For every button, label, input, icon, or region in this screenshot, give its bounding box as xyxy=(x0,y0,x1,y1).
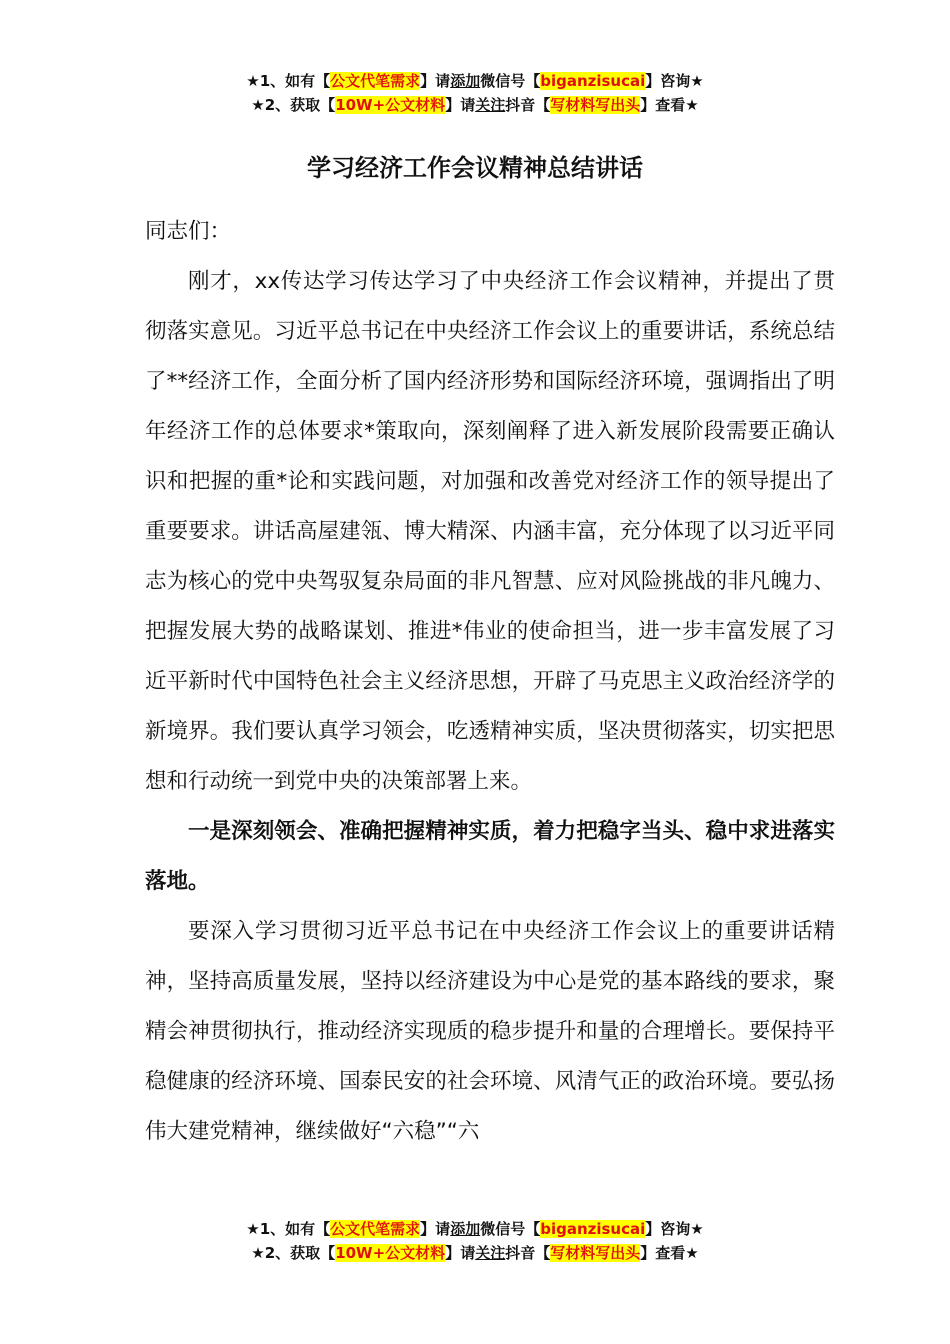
promo-line-1 xyxy=(0,1217,950,1241)
promo-line-1 xyxy=(0,69,950,93)
promo-text: 】查看★ xyxy=(640,96,699,114)
paragraph-intro: 刚才，xx传达学习传达学习了中央经济工作会议精神，并提出了贯彻落实意见。习近平总书记在中央经济工作会议上的重要讲话，系统总结了**经济工作，全面分析了国内经济形势和国际经济环境，强调指出了明年经济工作的总体要求*策取向，深刻阐释了进入新发展阶段需要正确认识和把握的重*论和实践问题，对加强和改善党对经济工作的领导提出了重要要求。讲话高屋建瓴、博大精深、内涵丰富，充分体现了以习近平同志为核心的党中央驾驭复杂局面的非凡智慧、应对风险挑战的非凡魄力、把握发展大势的战略谋划、推进*伟业的使命担当，进一步丰富发展了习近平新时代中国特色社会主义经济思想，开辟了马克思主义政治经济学的新境界。我们要认真学习领会，吃透精神实质，坚决贯彻落实，切实把思想和行动统一到党中央的决策部署上来。 xyxy=(145,269,835,794)
promo-text: 】请 xyxy=(420,72,451,90)
promo-text: 】请 xyxy=(445,1244,476,1262)
promo-text: 】咨询★ xyxy=(645,1220,704,1238)
promo-text: ★1、如有【 xyxy=(246,1220,331,1238)
promo-underline: 关注 xyxy=(475,96,506,114)
promo-text: 】咨询★ xyxy=(645,72,704,90)
promo-text: 】查看★ xyxy=(640,1244,699,1262)
promo-wechat-id: biganzisucai xyxy=(540,72,646,90)
promo-text: ★1、如有【 xyxy=(246,72,331,90)
promo-highlight: 10W+公文材料 xyxy=(335,1244,446,1262)
paragraph-section-1: 要深入学习贯彻习近平总书记在中央经济工作会议上的重要讲话精神，坚持高质量发展，坚持以经济建设为中心是党的基本路线的要求，聚精会神贯彻执行，推动经济实现质的稳步提升和量的合理增长。要保持平稳健康的经济环境、国泰民安的社会环境、风清气正的政治环境。要弘扬伟大建党精神，继续做好“六稳”“六 xyxy=(145,919,835,1144)
promo-underline: 关注 xyxy=(475,1244,506,1262)
promo-highlight: 公文代笔需求 xyxy=(330,1220,421,1238)
promo-underline: 添加 xyxy=(450,72,481,90)
promo-line-2 xyxy=(0,93,950,117)
document-title: 学习经济工作会议精神总结讲话 xyxy=(307,154,643,182)
promo-text: 抖音【 xyxy=(505,1244,551,1262)
promo-wechat-id: biganzisucai xyxy=(540,1220,646,1238)
header-promo-banner xyxy=(0,69,950,117)
document-body xyxy=(145,207,835,1157)
promo-underline: 添加 xyxy=(450,1220,481,1238)
promo-line-2 xyxy=(0,1241,950,1265)
promo-text: ★2、获取【 xyxy=(251,96,336,114)
promo-douyin-id: 写材料写出头 xyxy=(550,1244,641,1262)
promo-text: 】请 xyxy=(445,96,476,114)
promo-text: 微信号【 xyxy=(480,1220,541,1238)
promo-text: 】请 xyxy=(420,1220,451,1238)
promo-text: 微信号【 xyxy=(480,72,541,90)
promo-text: 抖音【 xyxy=(505,96,551,114)
promo-highlight: 10W+公文材料 xyxy=(335,96,446,114)
salutation: 同志们： xyxy=(145,219,232,244)
promo-text: ★2、获取【 xyxy=(251,1244,336,1262)
promo-highlight: 公文代笔需求 xyxy=(330,72,421,90)
section-heading-1: 一是深刻领会、准确把握精神实质，着力把稳字当头、稳中求进落实落地。 xyxy=(145,819,835,894)
footer-promo-banner xyxy=(0,1217,950,1265)
promo-douyin-id: 写材料写出头 xyxy=(550,96,641,114)
